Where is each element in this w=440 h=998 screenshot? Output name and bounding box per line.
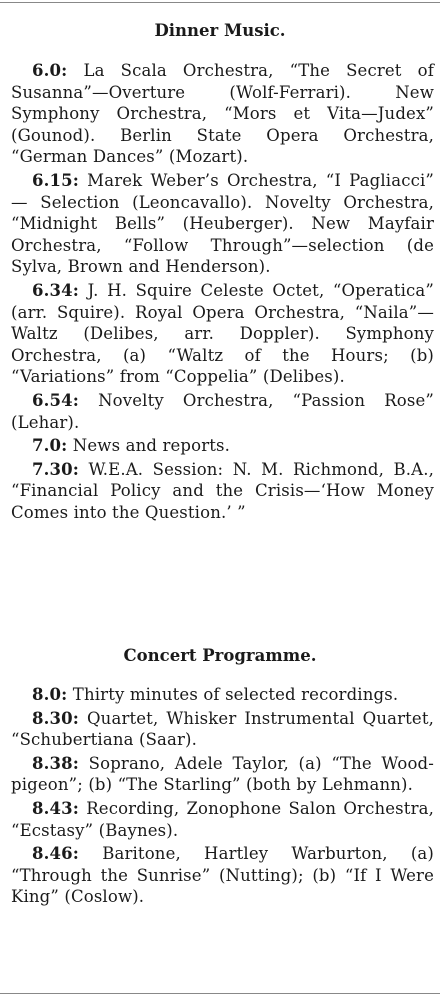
entry-time: 7.0: xyxy=(32,436,68,456)
programme-entry xyxy=(11,60,434,168)
programme-entry xyxy=(11,753,434,796)
entry-time: 8.43: xyxy=(32,798,80,818)
bottom-rule xyxy=(0,993,440,995)
programme-entry xyxy=(11,798,434,841)
entry-text: La Scala Orchestra, “The Secret of Susanna”—Overture (Wolf-Ferrari). New Symphony Orchestra, “Mors et Vita—Judex” (Gounod). Berlin State Opera Orchestra, “German Dances” (Mozart). xyxy=(11,61,434,167)
entry-text: Recording, Zonophone Salon Orchestra, “Ecstasy” (Baynes). xyxy=(11,798,434,840)
entry-text: Quartet, Whisker Instrumental Quartet, “Schubertiana (Saar). xyxy=(11,708,434,750)
entry-text: Thirty minutes of selected recordings. xyxy=(67,685,399,704)
entry-time: 6.54: xyxy=(32,390,80,410)
dinner-music-listings xyxy=(11,60,434,523)
entry-time: 8.38: xyxy=(32,753,80,773)
dinner-music-heading: Dinner Music. xyxy=(154,21,286,40)
entry-text: Novelty Orchestra, “Passion Rose” (Lehar). xyxy=(11,390,434,432)
programme-entry xyxy=(11,459,434,524)
entry-text: News and reports. xyxy=(67,436,231,456)
entry-time: 8.30: xyxy=(32,708,80,728)
entry-time: 8.0: xyxy=(32,685,68,704)
programme-entry xyxy=(11,708,434,751)
entry-time: 7.30: xyxy=(32,459,80,479)
entry-time: 6.15: xyxy=(32,170,80,190)
entry-text: J. H. Squire Celeste Octet, “Operatica” (arr. Squire). Royal Opera Orchestra, “Naila”—Waltz (Delibes, arr. Doppler). Symphony Orchestra, (a) “Waltz of the Hours; (b) “Variations” from “Coppelia” (Delibes). xyxy=(11,280,434,387)
programme-entry xyxy=(11,280,434,388)
entry-text: W.E.A. Session: N. M. Richmond, B.A., “Financial Policy and the Crisis—‘How Money Comes into the Question.’ ” xyxy=(11,459,434,522)
programme-entry xyxy=(11,435,434,457)
programme-entry xyxy=(11,170,434,278)
entry-time: 6.34: xyxy=(32,280,80,300)
entry-time: 6.0: xyxy=(32,61,68,80)
concert-programme-listings xyxy=(11,684,434,908)
entry-text: Soprano, Adele Taylor, (a) “The Wood-pigeon”; (b) “The Starling” (both by Lehmann). xyxy=(11,753,434,795)
entry-time: 8.46: xyxy=(32,844,80,864)
top-rule xyxy=(0,2,440,4)
programme-entry xyxy=(11,843,434,908)
entry-text: Baritone, Hartley Warburton, (a) “Through the Sunrise” (Nutting); (b) “If I Were King” (Coslow). xyxy=(11,844,434,907)
programme-entry xyxy=(11,684,434,706)
entry-text: Marek Weber’s Orchestra, “I Pagliacci” — Selection (Leoncavallo). Novelty Orchestra, “Midnight Bells” (Heuberger). New Mayfair Orchestra, “Follow Through”—selection (de Sylva, Brown and Henderson). xyxy=(11,170,434,277)
concert-programme-heading: Concert Programme. xyxy=(123,646,317,665)
programme-entry xyxy=(11,390,434,433)
